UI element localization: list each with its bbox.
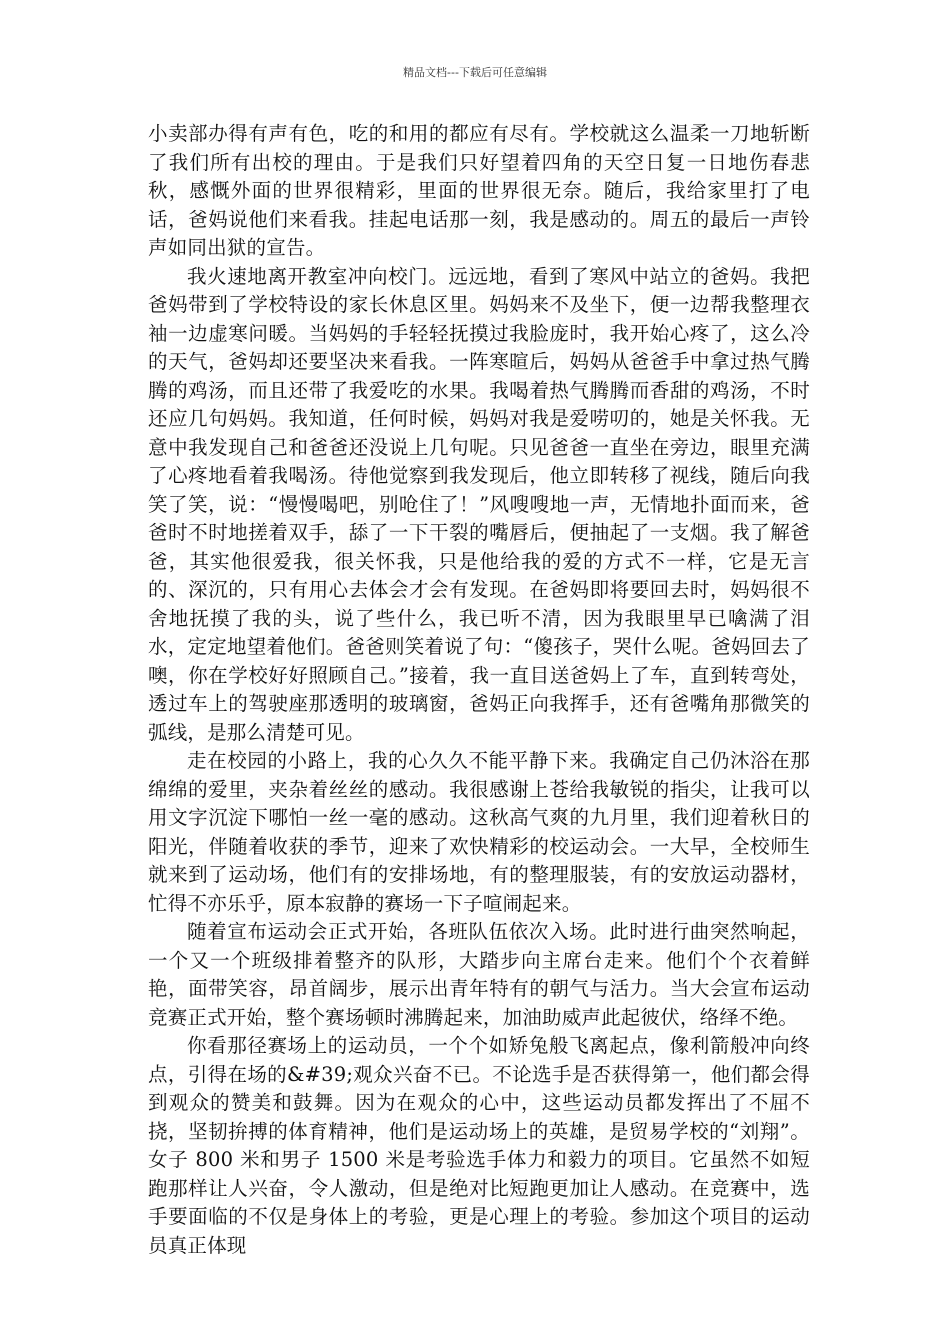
page-header: 精品文档---下载后可任意编辑 [403,66,547,79]
paragraph-2: 我火速地离开教室冲向校门。远远地，看到了寒风中站立的爸妈。我把爸妈带到了学校特设的家长休息区里。妈妈来不及坐下，便一边帮我整理衣袖一边虚寒问暖。当妈妈的手轻轻抚摸过我脸庞时，我开始心疼了，这么冷的天气，爸妈却还要坚决来看我。一阵寒暄后，妈妈从爸爸手中拿过热气腾腾的鸡汤，而且还带了我爱吃的水果。我喝着热气腾腾而香甜的鸡汤，不时还应几句妈妈。我知道，任何时候，妈妈对我是爱唠叨的，她是关怀我。无意中我发现自己和爸爸还没说上几句呢。只见爸爸一直坐在旁边，眼里充满了心疼地看着我喝汤。待他觉察到我发现后，他立即转移了视线，随后向我笑了笑，说：“慢慢喝吧，别呛住了！”风嗖嗖地一声，无情地扑面而来，爸爸时不时地搓着双手，舔了一下干裂的嘴唇后，便抽起了一支烟。我了解爸爸，其实他很爱我，很关怀我，只是他给我的爱的方式不一样，它是无言的、深沉的，只有用心去体会才会有发现。在爸妈即将要回去时，妈妈很不舍地抚摸了我的头，说了些什么，我已听不清，因为我眼里早已噙满了泪水，定定地望着他们。爸爸则笑着说了句：“傻孩子，哭什么呢。爸妈回去了噢，你在学校好好照顾自己。”接着，我一直目送爸妈上了车，直到转弯处，透过车上的驾驶座那透明的玻璃窗，爸妈正向我挥手，还有爸嘴角那微笑的弧线，是那么清楚可见。 [148,264,810,744]
paragraph-5: 你看那径赛场上的运动员，一个个如矫兔般飞离起点，像利箭般冲向终点，引得在场的&#39;观众兴奋不已。不论选手是否获得第一，他们都会得到观众的赞美和鼓舞。因为在观众的心中，这些运动员都发挥出了不屈不挠，坚韧拚搏的体育精神，他们是运动场上的英雄，是贸易学校的“刘翔”。女子 800 米和男子 1500 米是考验选手体力和毅力的项目。它虽然不如短跑那样让人兴奋，令人激动，但是绝对比短跑更加让人感动。在竞赛中，选手要面临的不仅是身体上的考验，更是心理上的考验。参加这个项目的运动员真正体现 [148,1034,810,1257]
paragraph-1: 小卖部办得有声有色，吃的和用的都应有尽有。学校就这么温柔一刀地斩断了我们所有出校的理由。于是我们只好望着四角的天空日复一日地伤春悲秋，感慨外面的世界很精彩，里面的世界很无奈。随后，我给家里打了电话，爸妈说他们来看我。挂起电话那一刻，我是感动的。周五的最后一声铃声如同出狱的宣告。 [148,122,810,259]
paragraph-4: 随着宣布运动会正式开始，各班队伍依次入场。此时进行曲突然响起，一个又一个班级排着整齐的队形，大踏步向主席台走来。他们个个衣着鲜艳，面带笑容，昂首阔步，展示出青年特有的朝气与活力。当大会宣布运动竞赛正式开始，整个赛场顿时沸腾起来，加油助威声此起彼伏，络绎不绝。 [148,920,810,1029]
document-body [148,120,810,1260]
paragraph-3: 走在校园的小路上，我的心久久不能平静下来。我确定自己仍沐浴在那绵绵的爱里，夹杂着丝丝的感动。我很感谢上苍给我敏锐的指尖，让我可以用文字沉淀下哪怕一丝一毫的感动。这秋高气爽的九月里，我们迎着秋日的阳光，伴随着收获的季节，迎来了欢快精彩的校运动会。一大早，全校师生就来到了运动场，他们有的安排场地，有的整理服装，有的安放运动器材，忙得不亦乐乎，原本寂静的赛场一下子喧闹起来。 [148,749,810,915]
